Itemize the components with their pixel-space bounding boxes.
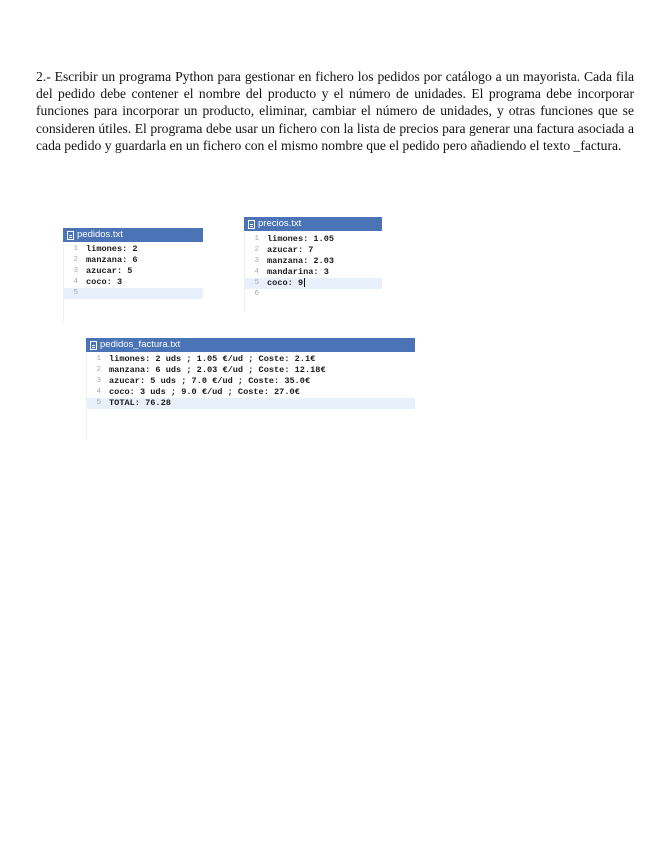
code-line (87, 354, 415, 365)
factura-tab[interactable] (86, 338, 415, 352)
line-number: 4 (96, 388, 101, 396)
file-icon (67, 231, 74, 240)
line-text: limones: 2 (86, 244, 138, 254)
file-icon (90, 341, 97, 350)
code-line-current (64, 288, 203, 299)
line-number: 1 (73, 245, 78, 253)
factura-editor[interactable] (86, 338, 415, 438)
file-icon (248, 220, 255, 229)
factura-text-area[interactable] (86, 352, 415, 438)
line-text: mandarina: 3 (267, 267, 329, 277)
line-text: manzana: 6 uds ; 2.03 €/ud ; Coste: 12.18€ (109, 365, 326, 375)
line-number: 3 (254, 257, 259, 265)
code-line-current (245, 278, 382, 289)
line-number: 2 (73, 256, 78, 264)
line-number: 5 (73, 289, 78, 297)
line-number: 6 (254, 290, 259, 298)
line-text: coco: 9 (267, 278, 304, 288)
line-text: azucar: 5 (86, 266, 133, 276)
exercise-statement: 2.- Escribir un programa Python para gestionar en fichero los pedidos por catálogo a un mayorista. Cada fila del pedido debe contener el nombre del producto y el número de unidades. El programa debe incorporar funciones para incorporar un producto, eliminar, cambiar el número de unidades, y otras funciones que se consideren útiles. El programa debe usar un fichero con la lista de precios para generar una factura asociada a cada pedido y guardarla en un fichero con el mismo nombre que el pedido pero añadiendo el texto _factura. (36, 69, 634, 153)
line-text: coco: 3 (86, 277, 123, 287)
code-line (245, 289, 382, 300)
precios-editor[interactable] (244, 217, 382, 312)
line-number: 1 (96, 355, 101, 363)
line-text: manzana: 2.03 (267, 256, 335, 266)
code-line (64, 255, 203, 266)
line-text: azucar: 7 (267, 245, 314, 255)
line-text: azucar: 5 uds ; 7.0 €/ud ; Coste: 35.0€ (109, 376, 311, 386)
code-line (245, 256, 382, 267)
precios-tab-title: precios.txt (258, 218, 302, 229)
line-text: manzana: 6 (86, 255, 138, 265)
factura-tab-title: pedidos_factura.txt (100, 339, 181, 350)
line-number: 2 (96, 366, 101, 374)
code-line (245, 267, 382, 278)
precios-tab[interactable] (244, 217, 382, 231)
line-number: 4 (254, 268, 259, 276)
code-line (87, 376, 415, 387)
line-number: 2 (254, 246, 259, 254)
line-text: limones: 1.05 (267, 234, 335, 244)
line-number: 1 (254, 235, 259, 243)
line-number: 5 (254, 279, 259, 287)
precios-text-area[interactable] (244, 231, 382, 312)
code-line (64, 244, 203, 255)
code-line (245, 234, 382, 245)
line-number: 4 (73, 278, 78, 286)
pedidos-tab[interactable] (63, 228, 203, 242)
line-text: TOTAL: 76.28 (109, 398, 171, 408)
pedidos-tab-title: pedidos.txt (77, 229, 123, 240)
code-line (64, 266, 203, 277)
code-line-current (87, 398, 415, 409)
line-number: 3 (96, 377, 101, 385)
line-number: 5 (96, 399, 101, 407)
code-line (245, 245, 382, 256)
line-text: limones: 2 uds ; 1.05 €/ud ; Coste: 2.1€ (109, 354, 316, 364)
text-cursor (304, 278, 305, 287)
code-line (64, 277, 203, 288)
pedidos-editor[interactable] (63, 228, 203, 322)
line-number: 3 (73, 267, 78, 275)
code-line (87, 387, 415, 398)
code-line (87, 365, 415, 376)
pedidos-text-area[interactable] (63, 242, 203, 322)
line-text: coco: 3 uds ; 9.0 €/ud ; Coste: 27.0€ (109, 387, 300, 397)
